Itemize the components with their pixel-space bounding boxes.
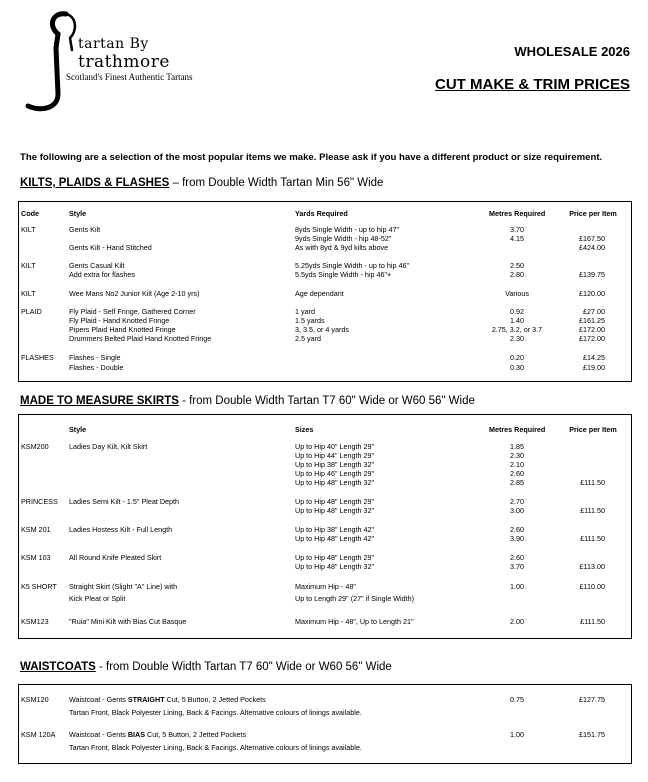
row-yards: Age dependant xyxy=(295,289,344,298)
row-style-c: Cut, 5 Button, 2 Jetted Pockets xyxy=(145,730,247,739)
row-price: £113.00 xyxy=(579,562,605,571)
row-style: Ladies Semi Kilt - 1.5" Pleat Depth xyxy=(69,497,180,506)
row-price: £111.50 xyxy=(580,534,605,543)
row-metres: 2.60 xyxy=(510,525,524,534)
row-metres: 2.30 xyxy=(510,334,524,343)
kilts-header-style: Style xyxy=(69,209,87,218)
row-yards: 9yds Single Width - hip 48-52" xyxy=(295,234,392,243)
row-metres: 2.00 xyxy=(510,617,524,626)
row-yards: 2.5 yard xyxy=(295,334,321,343)
row-metres: 2.60 xyxy=(510,553,524,562)
row-yards: 8yds Single Width - up to hip 47" xyxy=(295,225,400,234)
row-style-a: Waistcoat - Gents xyxy=(69,695,128,704)
row-code: KSM123 xyxy=(21,617,49,626)
row-sizes: Up to Hip 48" Length 29" xyxy=(295,553,375,562)
row-price: £110.00 xyxy=(579,582,605,591)
row-code: K5 SHORT xyxy=(21,582,57,591)
skirts-header-metres: Metres Required xyxy=(489,425,546,434)
row-metres: 2.60 xyxy=(510,469,524,478)
row-style: Kick Pleat or Split xyxy=(69,594,126,603)
row-style: Gents Kilt xyxy=(69,225,101,234)
strathmore-logo-icon xyxy=(22,8,82,116)
skirts-section-subtitle: - from Double Width Tartan T7 60" Wide or W60 56" Wide xyxy=(178,395,475,407)
skirts-section-heading: MADE TO MEASURE SKIRTS xyxy=(20,395,179,407)
row-metres: 1.85 xyxy=(510,442,524,451)
row-metres: 0.75 xyxy=(510,695,524,704)
kilts-section-title xyxy=(20,177,383,189)
waistcoats-section-subtitle: - from Double Width Tartan T7 60" Wide or W60 56" Wide xyxy=(95,661,392,673)
kilts-header-code: Code xyxy=(21,209,39,218)
waistcoats-section-title xyxy=(20,661,392,673)
row-yards: 1 yard xyxy=(295,307,315,316)
row-price: £19.00 xyxy=(583,363,605,372)
row-style: Wee Mans No2 Junior Kilt (Age 2-10 yrs) xyxy=(69,289,200,298)
row-sizes: Up to Hip 48" Length 32" xyxy=(295,478,375,487)
row-sizes: Up to Hip 48" Length 29" xyxy=(295,497,375,506)
row-sizes: Up to Hip 44" Length 29" xyxy=(295,451,375,460)
row-sizes: Up to Length 29" (27" if Single Width) xyxy=(295,594,414,603)
row-price: £151.75 xyxy=(579,730,605,739)
row-style: Ladies Day Kilt, Kilt Skirt xyxy=(69,442,148,451)
row-code: KSM120 xyxy=(21,695,49,704)
row-metres: 2.80 xyxy=(510,270,524,279)
row-metres: 2.85 xyxy=(510,478,524,487)
row-price: £424.00 xyxy=(579,243,605,252)
row-metres: 0.30 xyxy=(510,363,524,372)
intro-text: The following are a selection of the most popular items we make. Please ask if you have a different product or size requirement. xyxy=(20,152,603,163)
row-metres: Various xyxy=(505,289,529,298)
row-yards: 3, 3.5, or 4 yards xyxy=(295,325,349,334)
row-metres: 3.70 xyxy=(510,562,524,571)
row-price: £139.75 xyxy=(579,270,605,279)
row-sizes: Up to Hip 46" Length 29" xyxy=(295,469,375,478)
row-metres: 1.00 xyxy=(510,730,524,739)
row-sizes: Up to Hip 40" Length 29" xyxy=(295,442,375,451)
row-style: Add extra for flashes xyxy=(69,270,135,279)
row-yards: 5.5yds Single Width - hip 46"+ xyxy=(295,270,392,279)
row-style: Straight Skirt (Slight "A" Line) with xyxy=(69,582,178,591)
row-style: Drummers Belted Plaid Hand Knotted Fringe xyxy=(69,334,212,343)
kilts-header-price: Price per Item xyxy=(569,209,617,218)
row-yards: As with 8yd & 9yd kilts above xyxy=(295,243,389,252)
row-style: Flashes - Double xyxy=(69,363,124,372)
kilts-table xyxy=(18,201,632,382)
row-note: Tartan Front, Black Polyester Lining, Back & Facings. Alternative colours of linings available. xyxy=(69,708,362,717)
row-sizes: Up to Hip 38" Length 42" xyxy=(295,525,375,534)
row-metres: 2.75, 3.2, or 3.7 xyxy=(491,325,543,334)
skirts-section-title xyxy=(20,395,475,407)
row-style: Ladies Hostess Kilt - Full Length xyxy=(69,525,173,534)
row-style: Flashes - Single xyxy=(69,353,121,362)
row-note: Tartan Front, Black Polyester Lining, Back & Facings. Alternative colours of linings available. xyxy=(69,743,362,752)
kilts-header-yards: Yards Required xyxy=(295,209,348,218)
row-price: £111.50 xyxy=(580,478,605,487)
row-sizes: Up to Hip 38" Length 32" xyxy=(295,460,375,469)
row-code: KILT xyxy=(21,225,36,234)
row-sizes: Maximum Hip - 48" xyxy=(295,582,356,591)
row-sizes: Maximum Hip - 48", Up to Length 21" xyxy=(295,617,414,626)
kilts-section-heading: KILTS, PLAIDS & FLASHES xyxy=(20,177,170,189)
row-code: KSM 103 xyxy=(21,553,51,562)
row-metres: 3.70 xyxy=(510,225,524,234)
wholesale-heading: WHOLESALE 2026 xyxy=(514,44,630,59)
row-style: Gents Kilt - Hand Stitched xyxy=(69,243,152,252)
row-metres: 3.90 xyxy=(510,534,524,543)
row-code: PLAID xyxy=(21,307,42,316)
row-price: £172.00 xyxy=(579,334,605,343)
brand-name-line1: tartan By xyxy=(78,36,149,52)
row-code: FLASHES xyxy=(21,353,54,362)
row-code: KILT xyxy=(21,289,36,298)
row-metres: 2.70 xyxy=(510,497,524,506)
kilts-header-metres: Metres Required xyxy=(489,209,546,218)
kilts-section-subtitle: – from Double Width Tartan Min 56" Wide xyxy=(169,177,384,189)
brand-name-line2: trathmore xyxy=(78,52,170,72)
row-price: £120.00 xyxy=(579,289,605,298)
skirts-header-sizes: Sizes xyxy=(295,425,314,434)
skirts-header-price: Price per Item xyxy=(569,425,617,434)
cmt-prices-heading: CUT MAKE & TRIM PRICES xyxy=(435,76,630,93)
row-price: £167.50 xyxy=(579,234,605,243)
brand-tagline: Scotland's Finest Authentic Tartans xyxy=(66,72,193,82)
row-metres: 2.10 xyxy=(510,460,524,469)
row-metres: 2.50 xyxy=(510,261,524,270)
row-metres: 1.00 xyxy=(510,582,524,591)
row-style: Fly Plaid - Self Fringe, Gathered Corner xyxy=(69,307,196,316)
row-yards: 1.5 yards xyxy=(295,316,325,325)
row-code: KSM 120A xyxy=(21,730,56,739)
row-price: £27.00 xyxy=(583,307,605,316)
waistcoats-table xyxy=(18,684,632,764)
skirts-header-style: Style xyxy=(69,425,87,434)
skirts-table xyxy=(18,414,632,639)
row-style: Gents Casual Kilt xyxy=(69,261,125,270)
row-price: £111.50 xyxy=(580,506,605,515)
row-style: Pipers Plaid Hand Knotted Fringe xyxy=(69,325,176,334)
row-code: KSM200 xyxy=(21,442,49,451)
row-style-cut: STRAIGHT xyxy=(127,695,165,704)
row-style: All Round Knife Pleated Skirt xyxy=(69,553,162,562)
row-sizes: Up to Hip 48" Length 32" xyxy=(295,562,375,571)
row-style: Fly Plaid - Hand Knotted Fringe xyxy=(69,316,170,325)
row-style-cut: BIAS xyxy=(127,730,146,739)
row-yards: 5.25yds Single Width - up to hip 46" xyxy=(295,261,410,270)
row-price: £111.50 xyxy=(580,617,605,626)
row-price: £161.25 xyxy=(579,316,605,325)
row-code: KSM 201 xyxy=(21,525,51,534)
row-style xyxy=(69,731,246,740)
row-code: KILT xyxy=(21,261,36,270)
row-metres: 4.15 xyxy=(510,234,524,243)
row-price: £172.00 xyxy=(579,325,605,334)
row-sizes: Up to Hip 48" Length 42" xyxy=(295,534,375,543)
row-price: £127.75 xyxy=(579,695,605,704)
row-style: "Ruia" Mini Kilt with Bias Cut Basque xyxy=(69,617,187,626)
row-metres: 3.00 xyxy=(510,506,524,515)
row-price: £14.25 xyxy=(583,353,605,362)
row-metres: 0.20 xyxy=(510,353,524,362)
row-metres: 0.92 xyxy=(510,307,524,316)
row-style-a: Waistcoat - Gents xyxy=(69,730,128,739)
row-sizes: Up to Hip 48" Length 32" xyxy=(295,506,375,515)
row-metres: 2.30 xyxy=(510,451,524,460)
row-metres: 1.40 xyxy=(510,316,524,325)
waistcoats-section-heading: WAISTCOATS xyxy=(20,661,96,673)
row-style xyxy=(69,696,266,705)
row-code: PRINCESS xyxy=(21,497,58,506)
row-style-c: Cut, 5 Button, 2 Jetted Pockets xyxy=(164,695,266,704)
